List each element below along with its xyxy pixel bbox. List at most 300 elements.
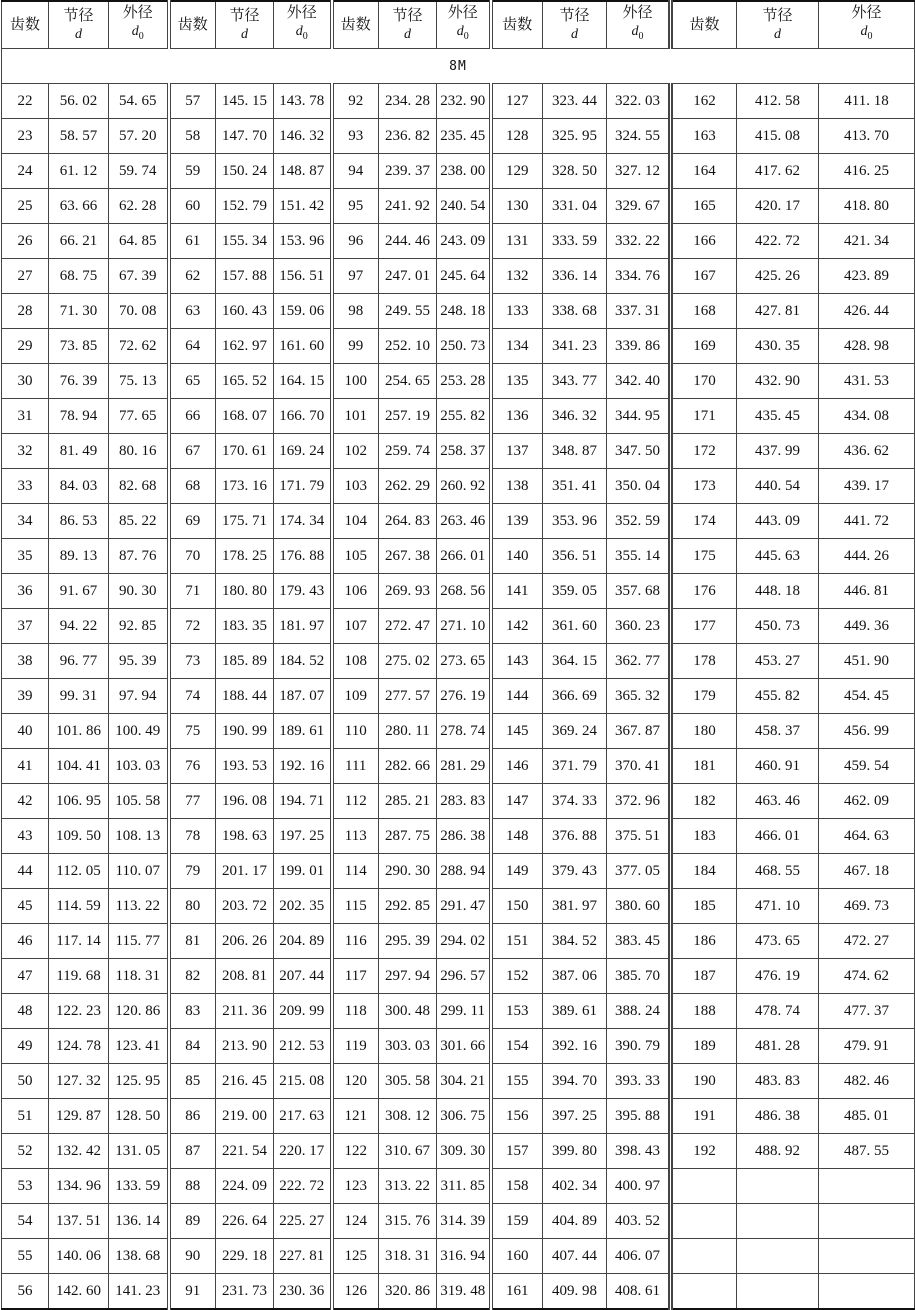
cell-teeth: 54 [2,1204,49,1239]
cell-pitch-diameter: 295. 39 [379,924,437,959]
cell-pitch-diameter: 117. 14 [49,924,109,959]
cell-teeth: 59 [169,154,216,189]
cell-pitch-diameter: 216. 45 [216,1064,274,1099]
cell-pitch-diameter: 310. 67 [379,1134,437,1169]
cell-outer-diameter: 332. 22 [607,224,671,259]
cell-pitch-diameter: 173. 16 [216,469,274,504]
cell-pitch-diameter: 305. 58 [379,1064,437,1099]
cell-pitch-diameter: 168. 07 [216,399,274,434]
cell-pitch-diameter: 155. 34 [216,224,274,259]
cell-teeth: 149 [491,854,543,889]
cell-outer-diameter: 72. 62 [109,329,169,364]
cell-pitch-diameter: 420. 17 [737,189,819,224]
cell-teeth: 105 [332,539,379,574]
table-row [2,329,915,364]
cell-teeth: 32 [2,434,49,469]
cell-outer-diameter: 266. 01 [437,539,491,574]
table-row [2,574,915,609]
header-outer-symbol: d [131,24,139,39]
cell-outer-diameter: 64. 85 [109,224,169,259]
cell-pitch-diameter: 61. 12 [49,154,109,189]
header-teeth [2,1,49,49]
table-row [2,854,915,889]
cell-teeth: 119 [332,1029,379,1064]
cell-outer-diameter: 232. 90 [437,84,491,119]
cell-pitch-diameter: 285. 21 [379,784,437,819]
cell-outer-diameter: 487. 55 [819,1134,915,1169]
cell-teeth: 66 [169,399,216,434]
cell-outer-diameter: 482. 46 [819,1064,915,1099]
cell-pitch-diameter: 190. 99 [216,714,274,749]
cell-pitch-diameter: 99. 31 [49,679,109,714]
header-outer-subscript: 0 [638,31,644,42]
cell-pitch-diameter: 94. 22 [49,609,109,644]
cell-outer-diameter: 59. 74 [109,154,169,189]
cell-pitch-diameter: 409. 98 [543,1274,607,1310]
header-pitch-diameter [216,1,274,49]
cell-pitch-diameter: 394. 70 [543,1064,607,1099]
cell-teeth: 123 [332,1169,379,1204]
cell-teeth: 125 [332,1239,379,1274]
cell-teeth: 177 [671,609,737,644]
cell-pitch-diameter: 193. 53 [216,749,274,784]
table-row [2,644,915,679]
cell-teeth: 169 [671,329,737,364]
cell-outer-diameter: 87. 76 [109,539,169,574]
cell-teeth: 181 [671,749,737,784]
cell-pitch-diameter: 320. 86 [379,1274,437,1310]
cell-outer-diameter: 192. 16 [274,749,332,784]
cell-pitch-diameter: 374. 33 [543,784,607,819]
cell-outer-diameter: 380. 60 [607,889,671,924]
cell-teeth [671,1169,737,1204]
header-outer-label: 外径 [851,5,882,21]
cell-outer-diameter: 400. 97 [607,1169,671,1204]
cell-outer-diameter: 365. 32 [607,679,671,714]
cell-outer-diameter: 314. 39 [437,1204,491,1239]
cell-pitch-diameter: 226. 64 [216,1204,274,1239]
header-teeth [491,1,543,49]
header-teeth [671,1,737,49]
header-outer-subscript: 0 [463,31,469,42]
cell-pitch-diameter: 308. 12 [379,1099,437,1134]
cell-outer-diameter: 375. 51 [607,819,671,854]
cell-outer-diameter: 222. 72 [274,1169,332,1204]
cell-pitch-diameter: 415. 08 [737,119,819,154]
cell-pitch-diameter: 313. 22 [379,1169,437,1204]
cell-pitch-diameter: 481. 28 [737,1029,819,1064]
cell-pitch-diameter: 119. 68 [49,959,109,994]
cell-outer-diameter: 324. 55 [607,119,671,154]
cell-teeth: 121 [332,1099,379,1134]
cell-outer-diameter: 408. 61 [607,1274,671,1310]
header-outer-label: 外径 [622,5,653,21]
header-pitch-label: 节径 [392,7,423,24]
cell-teeth: 43 [2,819,49,854]
cell-outer-diameter: 441. 72 [819,504,915,539]
cell-teeth: 83 [169,994,216,1029]
header-pitch-diameter [543,1,607,49]
band-label: 8M [2,49,915,84]
cell-outer-diameter: 337. 31 [607,294,671,329]
cell-teeth [671,1204,737,1239]
cell-outer-diameter: 153. 96 [274,224,332,259]
cell-pitch-diameter: 277. 57 [379,679,437,714]
cell-teeth: 69 [169,504,216,539]
cell-pitch-diameter: 353. 96 [543,504,607,539]
cell-teeth: 94 [332,154,379,189]
cell-teeth: 188 [671,994,737,1029]
cell-teeth: 189 [671,1029,737,1064]
cell-outer-diameter: 90. 30 [109,574,169,609]
cell-teeth: 76 [169,749,216,784]
cell-outer-diameter: 187. 07 [274,679,332,714]
table-row [2,84,915,119]
header-outer-subscript: 0 [138,31,144,42]
header-pitch-symbol: d [241,26,248,42]
cell-outer-diameter: 390. 79 [607,1029,671,1064]
cell-pitch-diameter: 399. 80 [543,1134,607,1169]
cell-pitch-diameter: 425. 26 [737,259,819,294]
cell-outer-diameter: 477. 37 [819,994,915,1029]
cell-teeth: 187 [671,959,737,994]
cell-teeth: 67 [169,434,216,469]
cell-teeth: 143 [491,644,543,679]
cell-teeth: 186 [671,924,737,959]
header-teeth [169,1,216,49]
table-row [2,1239,915,1274]
cell-outer-diameter: 372. 96 [607,784,671,819]
table-row [2,609,915,644]
cell-pitch-diameter: 86. 53 [49,504,109,539]
table-header-row [2,1,915,49]
cell-outer-diameter: 306. 75 [437,1099,491,1134]
cell-teeth: 70 [169,539,216,574]
cell-outer-diameter: 238. 00 [437,154,491,189]
cell-outer-diameter: 128. 50 [109,1099,169,1134]
cell-outer-diameter: 97. 94 [109,679,169,714]
cell-teeth: 148 [491,819,543,854]
cell-teeth: 113 [332,819,379,854]
cell-pitch-diameter: 404. 89 [543,1204,607,1239]
cell-outer-diameter: 439. 17 [819,469,915,504]
cell-teeth: 137 [491,434,543,469]
cell-outer-diameter: 451. 90 [819,644,915,679]
cell-pitch-diameter: 78. 94 [49,399,109,434]
cell-teeth: 77 [169,784,216,819]
cell-pitch-diameter: 369. 24 [543,714,607,749]
cell-teeth: 162 [671,84,737,119]
table-row [2,1134,915,1169]
cell-outer-diameter: 350. 04 [607,469,671,504]
cell-outer-diameter: 286. 38 [437,819,491,854]
cell-pitch-diameter: 234. 28 [379,84,437,119]
cell-outer-diameter: 485. 01 [819,1099,915,1134]
cell-pitch-diameter: 180. 80 [216,574,274,609]
cell-pitch-diameter: 201. 17 [216,854,274,889]
cell-outer-diameter: 103. 03 [109,749,169,784]
cell-teeth: 180 [671,714,737,749]
table-row [2,714,915,749]
cell-pitch-diameter: 460. 91 [737,749,819,784]
cell-teeth: 104 [332,504,379,539]
cell-outer-diameter: 398. 43 [607,1134,671,1169]
cell-outer-diameter: 276. 19 [437,679,491,714]
cell-teeth: 153 [491,994,543,1029]
cell-outer-diameter: 243. 09 [437,224,491,259]
table-row [2,749,915,784]
cell-outer-diameter: 54. 65 [109,84,169,119]
cell-outer-diameter: 436. 62 [819,434,915,469]
header-teeth-label: 齿数 [340,17,371,33]
header-pitch-diameter [49,1,109,49]
cell-outer-diameter: 462. 09 [819,784,915,819]
header-pitch-symbol: d [774,26,781,42]
header-outer-symbol: d [631,24,639,39]
cell-pitch-diameter: 488. 92 [737,1134,819,1169]
cell-outer-diameter: 344. 95 [607,399,671,434]
cell-teeth: 79 [169,854,216,889]
table-row [2,1064,915,1099]
cell-outer-diameter: 253. 28 [437,364,491,399]
cell-teeth: 155 [491,1064,543,1099]
cell-outer-diameter: 479. 91 [819,1029,915,1064]
cell-outer-diameter: 472. 27 [819,924,915,959]
cell-outer-diameter: 217. 63 [274,1099,332,1134]
table-row [2,189,915,224]
cell-outer-diameter: 296. 57 [437,959,491,994]
cell-pitch-diameter: 483. 83 [737,1064,819,1099]
cell-outer-diameter: 166. 70 [274,399,332,434]
cell-pitch-diameter: 303. 03 [379,1029,437,1064]
cell-pitch-diameter: 178. 25 [216,539,274,574]
cell-teeth: 159 [491,1204,543,1239]
cell-teeth: 49 [2,1029,49,1064]
cell-pitch-diameter: 445. 63 [737,539,819,574]
cell-pitch-diameter: 379. 43 [543,854,607,889]
cell-outer-diameter: 304. 21 [437,1064,491,1099]
cell-teeth: 40 [2,714,49,749]
cell-pitch-diameter: 68. 75 [49,259,109,294]
cell-teeth: 98 [332,294,379,329]
header-outer-symbol: d [295,24,303,39]
cell-teeth: 35 [2,539,49,574]
header-pitch-label: 节径 [229,7,260,24]
cell-teeth: 39 [2,679,49,714]
cell-pitch-diameter: 455. 82 [737,679,819,714]
cell-teeth: 68 [169,469,216,504]
cell-outer-diameter: 57. 20 [109,119,169,154]
cell-pitch-diameter: 371. 79 [543,749,607,784]
cell-pitch-diameter: 196. 08 [216,784,274,819]
table-row [2,679,915,714]
cell-outer-diameter: 105. 58 [109,784,169,819]
cell-teeth: 73 [169,644,216,679]
table-row [2,259,915,294]
cell-pitch-diameter: 376. 88 [543,819,607,854]
cell-teeth: 175 [671,539,737,574]
cell-pitch-diameter: 203. 72 [216,889,274,924]
cell-outer-diameter: 184. 52 [274,644,332,679]
cell-teeth: 103 [332,469,379,504]
cell-teeth: 126 [332,1274,379,1310]
cell-pitch-diameter: 63. 66 [49,189,109,224]
cell-pitch-diameter: 140. 06 [49,1239,109,1274]
cell-outer-diameter: 385. 70 [607,959,671,994]
table-row [2,504,915,539]
cell-teeth: 90 [169,1239,216,1274]
cell-outer-diameter: 131. 05 [109,1134,169,1169]
cell-teeth: 173 [671,469,737,504]
cell-pitch-diameter: 343. 77 [543,364,607,399]
cell-teeth [671,1274,737,1310]
cell-teeth: 63 [169,294,216,329]
cell-outer-diameter: 395. 88 [607,1099,671,1134]
cell-pitch-diameter: 269. 93 [379,574,437,609]
cell-pitch-diameter: 453. 27 [737,644,819,679]
cell-outer-diameter: 108. 13 [109,819,169,854]
cell-teeth: 128 [491,119,543,154]
cell-outer-diameter: 133. 59 [109,1169,169,1204]
cell-pitch-diameter: 333. 59 [543,224,607,259]
cell-teeth: 122 [332,1134,379,1169]
cell-teeth: 156 [491,1099,543,1134]
cell-pitch-diameter: 147. 70 [216,119,274,154]
cell-outer-diameter: 212. 53 [274,1029,332,1064]
cell-teeth: 102 [332,434,379,469]
cell-pitch-diameter: 76. 39 [49,364,109,399]
cell-outer-diameter: 406. 07 [607,1239,671,1274]
cell-outer-diameter: 311. 85 [437,1169,491,1204]
cell-outer-diameter: 421. 34 [819,224,915,259]
cell-outer-diameter: 151. 42 [274,189,332,224]
cell-pitch-diameter: 56. 02 [49,84,109,119]
table-row [2,1099,915,1134]
cell-teeth [671,1239,737,1274]
cell-pitch-diameter: 96. 77 [49,644,109,679]
cell-pitch-diameter: 254. 65 [379,364,437,399]
header-pitch-label: 节径 [762,7,793,24]
cell-pitch-diameter: 443. 09 [737,504,819,539]
cell-pitch-diameter: 170. 61 [216,434,274,469]
cell-teeth: 58 [169,119,216,154]
cell-outer-diameter: 355. 14 [607,539,671,574]
header-teeth-label: 齿数 [502,17,533,33]
cell-outer-diameter: 393. 33 [607,1064,671,1099]
cell-pitch-diameter: 346. 32 [543,399,607,434]
cell-pitch-diameter: 458. 37 [737,714,819,749]
cell-teeth: 62 [169,259,216,294]
table-row [2,539,915,574]
cell-teeth: 30 [2,364,49,399]
cell-teeth: 41 [2,749,49,784]
header-outer-subscript: 0 [302,31,308,42]
cell-outer-diameter: 136. 14 [109,1204,169,1239]
cell-outer-diameter: 70. 08 [109,294,169,329]
cell-outer-diameter: 176. 88 [274,539,332,574]
cell-pitch-diameter: 58. 57 [49,119,109,154]
cell-teeth: 150 [491,889,543,924]
table-row [2,294,915,329]
cell-pitch-diameter: 81. 49 [49,434,109,469]
cell-teeth: 107 [332,609,379,644]
cell-pitch-diameter: 142. 60 [49,1274,109,1310]
cell-outer-diameter: 309. 30 [437,1134,491,1169]
cell-teeth: 168 [671,294,737,329]
header-outer-diameter [607,1,671,49]
cell-pitch-diameter: 389. 61 [543,994,607,1029]
cell-pitch-diameter: 297. 94 [379,959,437,994]
cell-teeth: 120 [332,1064,379,1099]
cell-pitch-diameter: 468. 55 [737,854,819,889]
header-pitch-diameter [379,1,437,49]
cell-outer-diameter: 370. 41 [607,749,671,784]
header-outer-label: 外径 [122,5,153,21]
cell-teeth: 48 [2,994,49,1029]
cell-pitch-diameter: 272. 47 [379,609,437,644]
cell-outer-diameter: 100. 49 [109,714,169,749]
cell-pitch-diameter: 219. 00 [216,1099,274,1134]
cell-teeth: 55 [2,1239,49,1274]
cell-outer-diameter: 281. 29 [437,749,491,784]
cell-teeth: 176 [671,574,737,609]
header-pitch-symbol: d [75,26,82,42]
cell-pitch-diameter: 262. 29 [379,469,437,504]
cell-outer-diameter: 294. 02 [437,924,491,959]
cell-outer-diameter: 329. 67 [607,189,671,224]
cell-pitch-diameter: 132. 42 [49,1134,109,1169]
cell-outer-diameter: 459. 54 [819,749,915,784]
cell-outer-diameter: 411. 18 [819,84,915,119]
cell-outer-diameter [819,1204,915,1239]
cell-teeth: 184 [671,854,737,889]
cell-outer-diameter: 189. 61 [274,714,332,749]
cell-outer-diameter: 431. 53 [819,364,915,399]
cell-teeth: 99 [332,329,379,364]
cell-teeth: 46 [2,924,49,959]
cell-teeth: 25 [2,189,49,224]
cell-teeth: 129 [491,154,543,189]
cell-teeth: 145 [491,714,543,749]
cell-outer-diameter: 339. 86 [607,329,671,364]
table-row [2,399,915,434]
cell-pitch-diameter: 160. 43 [216,294,274,329]
cell-pitch-diameter: 280. 11 [379,714,437,749]
cell-teeth: 112 [332,784,379,819]
table-row [2,1169,915,1204]
cell-pitch-diameter: 336. 14 [543,259,607,294]
cell-pitch-diameter: 476. 19 [737,959,819,994]
cell-pitch-diameter: 315. 76 [379,1204,437,1239]
cell-teeth: 89 [169,1204,216,1239]
header-pitch-symbol: d [571,26,578,42]
pulley-diameter-table-page [1,0,914,1299]
cell-pitch-diameter: 109. 50 [49,819,109,854]
cell-teeth: 144 [491,679,543,714]
cell-outer-diameter: 95. 39 [109,644,169,679]
cell-pitch-diameter: 127. 32 [49,1064,109,1099]
cell-teeth: 64 [169,329,216,364]
table-row [2,889,915,924]
cell-teeth: 80 [169,889,216,924]
cell-teeth: 151 [491,924,543,959]
cell-outer-diameter [819,1169,915,1204]
table-row [2,1274,915,1310]
cell-outer-diameter: 283. 83 [437,784,491,819]
cell-teeth: 87 [169,1134,216,1169]
cell-teeth: 118 [332,994,379,1029]
header-outer-symbol: d [860,24,868,39]
